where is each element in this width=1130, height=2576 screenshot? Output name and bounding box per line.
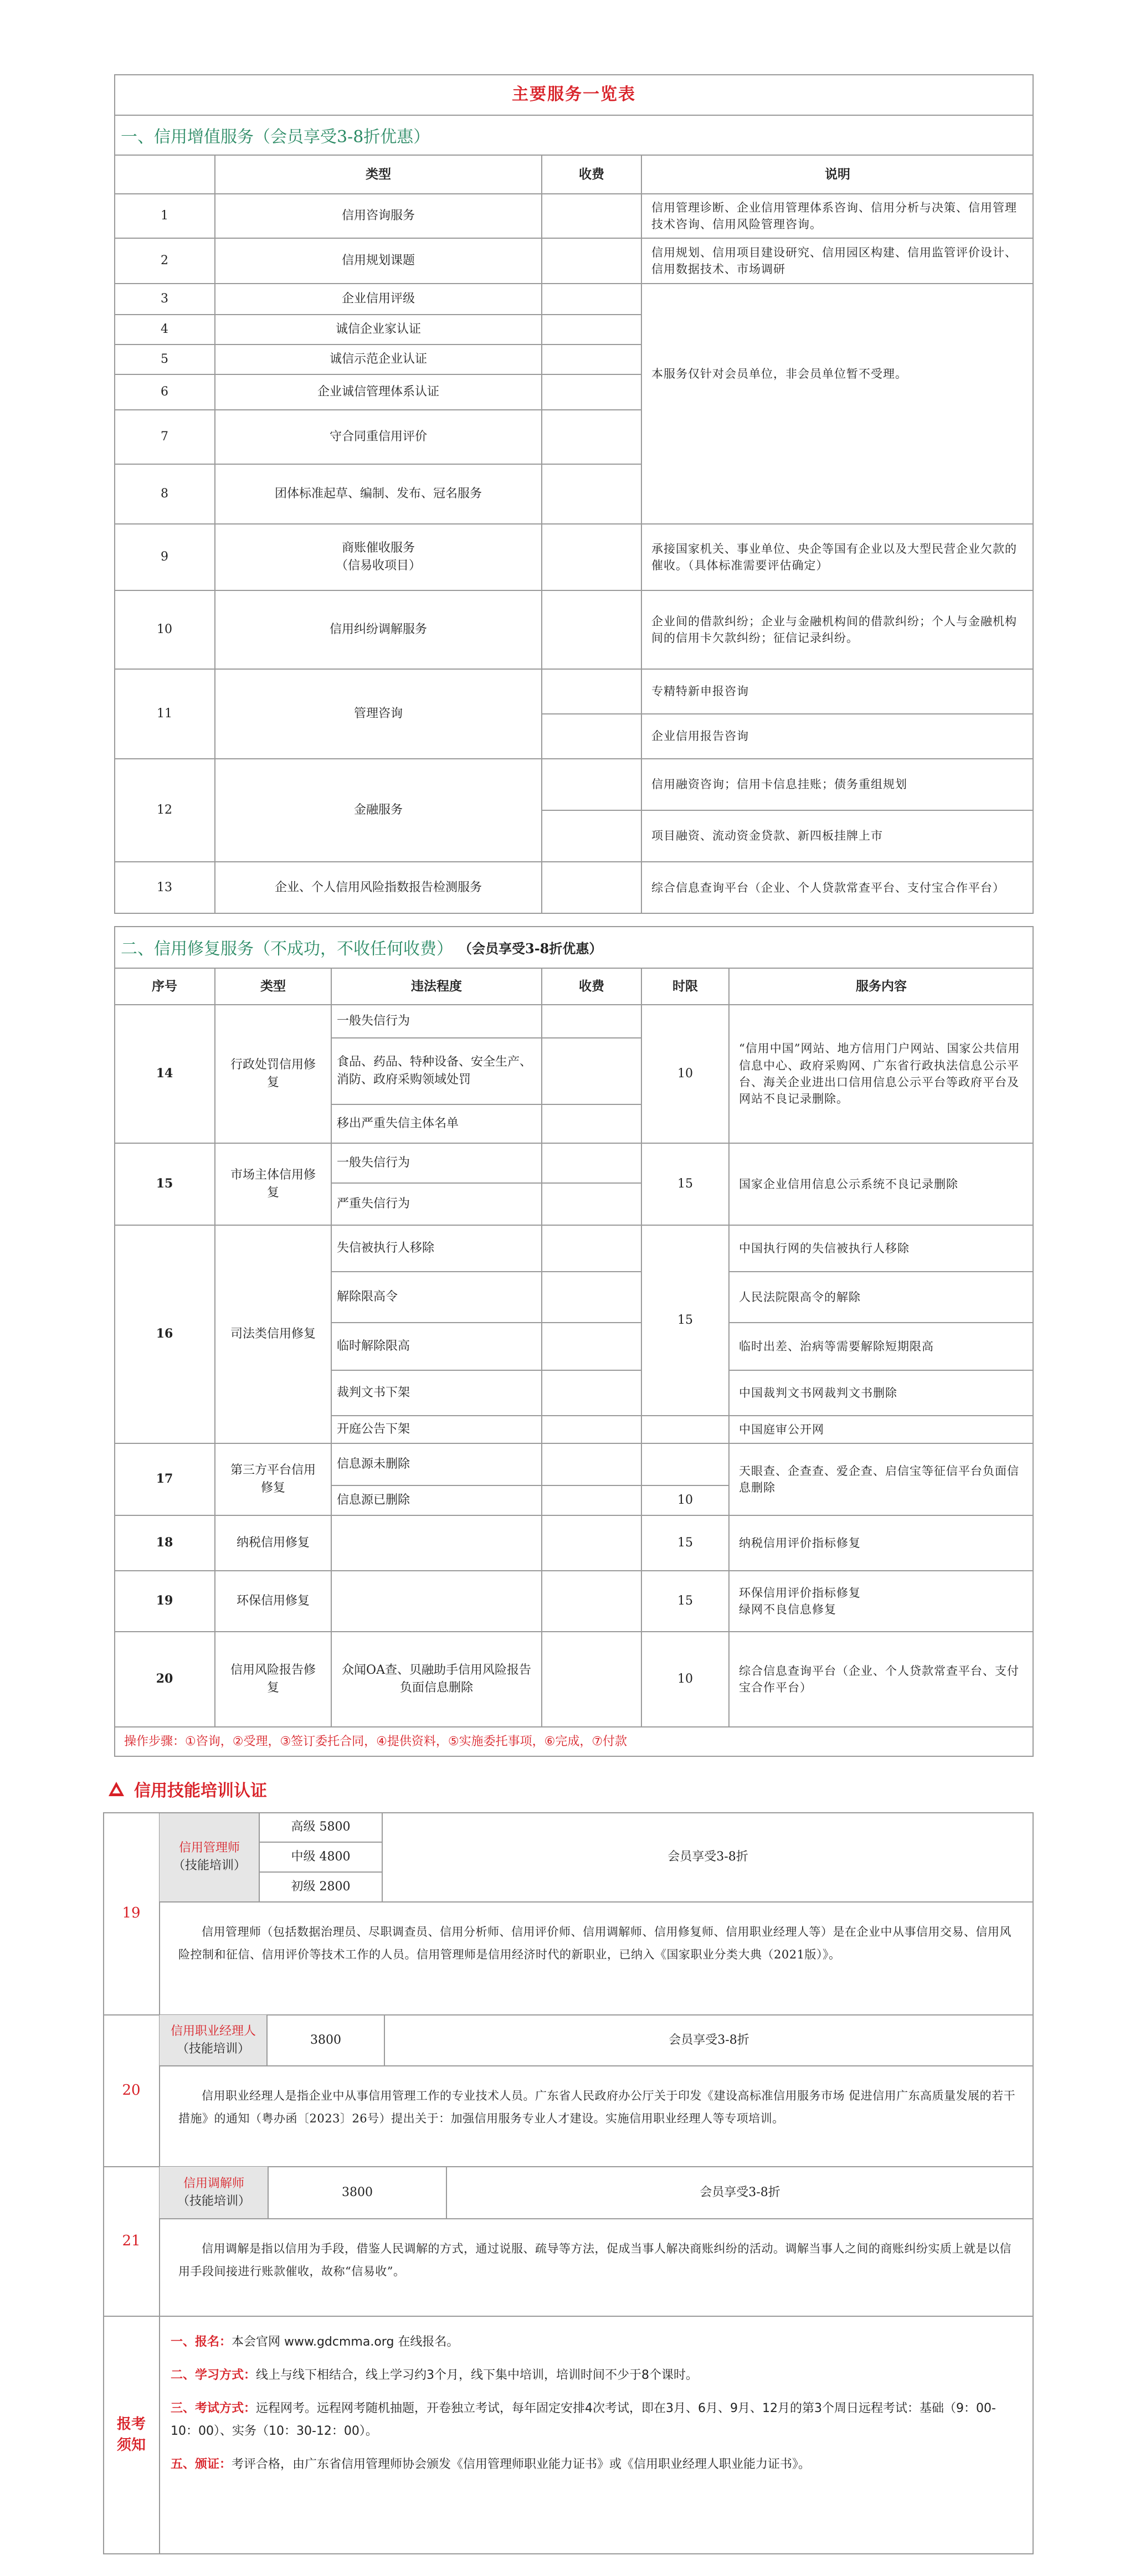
sec1-row-4-no: 4 [161,322,168,337]
sec1-row-13-desc: 综合信息查询平台（企业、个人贷款常查平台、支付宝合作平台） [651,881,1005,894]
c20-sub: （技能培训） [176,2042,250,2056]
sec1-row-3-type: 企业信用评级 [341,292,415,306]
sec2-row-16-content-4: 中国庭审公开网 [739,1422,824,1436]
notice-item-text: 本会官网 www.gdcmma.org 在线报名。 [232,2335,459,2349]
triangle-icon [109,1782,124,1796]
sec1-row-11-desc-b: 企业信用报告咨询 [651,729,749,743]
c19-discount: 会员享受3-8折 [667,1850,748,1864]
sec2-row-14-content-0: “信用中国”网站、地方信用门户网站、国家公共信用信息中心、政府采购网、广东省行政执法信息公示平台、海关企业进出口信用信息公示平台等政府平台及网站不良记录删除。 [739,1042,1020,1106]
c21-discount: 会员享受3-8折 [700,2186,780,2200]
sec3-heading [109,1772,607,1806]
sec2-row-20-no: 20 [156,1672,173,1687]
sec1-row-10-desc: 企业间的借款纠纷；企业与金融机构间的借款纠纷；个人与金融机构间的信用卡欠款纠纷；征信记录纠纷。 [651,614,1017,645]
sec2-row-17-no: 17 [156,1472,173,1487]
sec1-row-8-no: 8 [161,487,168,501]
sec2-title-note: （会员享受3-8折优惠） [459,940,603,957]
c20-price: 3800 [310,2033,341,2048]
sec2-header-1: 类型 [260,979,286,994]
sec1-row-6-no: 6 [161,385,168,399]
sec2-row-15-type: 市场主体信用修复 [230,1168,316,1200]
sec2-row-16-no: 16 [156,1326,173,1341]
sec2-row-16-content-0: 中国执行网的失信被执行人移除 [739,1241,910,1255]
sec2-header-3: 收费 [579,979,604,994]
notice-item-text: 考评合格，由广东省信用管理师协会颁发《信用管理师职业能力证书》或《信用职业经理人职业能力证书》。 [232,2457,811,2472]
sec2-header-5: 服务内容 [856,979,907,994]
sec2-row-19-limit-0: 15 [677,1594,693,1608]
sec1-type-line1: 商账催收服务 [341,541,415,556]
sec2-row-15-limit-0: 15 [677,1177,693,1191]
sec1-row-2-desc: 信用规划、信用项目建设研究、信用园区构建、信用监管评价设计、信用数据技术、市场调研 [651,245,1017,276]
sec1-row-13-no: 13 [157,881,172,895]
sec1-row-2-no: 2 [161,254,168,268]
notice-item-text: 线上与线下相结合，线上学习约3个月，线下集中培训，培训时间不少于8个课时。 [256,2368,698,2382]
sec2-row-18-type: 纳税信用修复 [236,1536,310,1550]
sec2-row-14-degree-2: 移出严重失信主体名单 [337,1117,459,1131]
c19-level-0: 高级 5800 [291,1820,351,1834]
sec2-row-15-content-0: 国家企业信用信息公示系统不良记录删除 [739,1177,958,1191]
sec1-row-8-type: 团体标准起草、编制、发布、冠名服务 [274,487,482,501]
service-table-frame [114,74,1034,914]
sec1-row-13-type: 企业、个人信用风险指数报告检测服务 [274,881,482,895]
notice-item-head: 五、颁证： [171,2457,232,2472]
c21-price: 3800 [342,2186,373,2200]
sec1-row-1-type: 信用咨询服务 [341,209,415,223]
sec2-header-4: 时限 [672,979,698,994]
c19-name: 信用管理师 [178,1841,240,1855]
sec2-row-15-degree-1: 严重失信行为 [337,1197,410,1211]
c19-sub: （技能培训） [172,1859,246,1873]
sec2-header-0: 序号 [152,979,177,994]
sec1-row-10-no: 10 [157,623,172,637]
sec2-row-14-limit-0: 10 [677,1067,693,1081]
sec1-row-3-no: 3 [161,292,168,306]
sec1-header-fee: 收费 [579,167,604,182]
c21-text: 信用调解是指以信用为手段，借鉴人民调解的方式，通过说服、疏导等方法，促成当事人解决商账纠纷的活动。调解当事人之间的商账纠纷实质上就是以信用手段间接进行账款催收，故称“信易收”。 [178,2242,1011,2278]
sec1-row-11-type: 管理咨询 [353,707,403,721]
sec1-row-9-desc: 承接国家机关、事业单位、央企等国有企业以及大型民营企业欠款的催收。（具体标准需要评估确定） [651,542,1017,572]
sec2-row-17-degree-1: 信息源已删除 [337,1493,410,1508]
c19-level-1: 中级 4800 [291,1850,351,1864]
training-frame [103,1812,1034,2554]
sec1-title: 一、信用增值服务（会员享受3-8折优惠） [121,127,430,147]
sec2-row-15-degree-0: 一般失信行为 [337,1156,410,1170]
sec1-row-6-type: 企业诚信管理体系认证 [317,385,439,399]
sec2-row-16-degree-2: 临时解除限高 [337,1339,410,1354]
main-title: 主要服务一览表 [512,85,636,105]
sec1-header-desc: 说明 [825,167,850,182]
sec1-row-7-no: 7 [161,430,168,444]
sec1-row-11-no: 11 [157,707,172,721]
c20-text: 信用职业经理人是指企业中从事信用管理工作的专业技术人员。广东省人民政府办公厅关于印发《建设高标准信用服务市场 促进信用广东高质量发展的若干措施》的通知（粤办函〔2023〕26号）提出关于：加强信用服务专业人才建设。实施信用职业经理人等专项培训。 [178,2089,1016,2125]
c21-sub: （技能培训） [177,2194,250,2208]
sec2-row-17-limit-1: 10 [677,1493,693,1508]
c19-text: 信用管理师（包括数据治理员、尽职调查员、信用分析师、信用评价师、信用调解师、信用修复师、信用职业经理人等）是在企业中从事信用交易、信用风险控制和征信、信用评价等技术工作的人员。信用管理师是信用经济时代的新职业，已纳入《国家职业分类大典（2021版）》。 [178,1925,1011,1961]
sec2-row-19-type: 环保信用修复 [236,1594,310,1608]
sec3-title: 信用技能培训认证 [134,1781,267,1801]
sec2-row-20-content-0: 综合信息查询平台（企业、个人贷款常查平台、支付宝合作平台） [739,1664,1019,1694]
sec1-row-1-no: 1 [161,209,168,223]
sec1-row-7-type: 守合同重信用评价 [329,430,427,444]
sec2-row-19-content-0: 环保信用评价指标修复 绿网不良信息修复 [739,1586,861,1616]
sec2-row-16-content-2: 临时出差、治病等需要解除短期限高 [739,1339,934,1353]
sec1-row-5-type: 诚信示范企业认证 [329,352,427,367]
notice-item-head: 二、学习方式： [171,2368,256,2382]
c19-level-2: 初级 2800 [291,1880,351,1894]
sec2-row-16-degree-3: 裁判文书下架 [337,1386,410,1400]
sec2-row-15-no: 15 [156,1176,173,1191]
sec1-row-1-desc: 信用管理诊断、企业信用管理体系咨询、信用分析与决策、信用管理技术咨询、信用风险管理咨询。 [651,200,1017,231]
sec1-row-10-type: 信用纠纷调解服务 [329,623,427,637]
sec2-row-19-no: 19 [156,1593,173,1608]
sec2-row-17-content-0: 天眼查、企查查、爱企查、启信宝等征信平台负面信息删除 [739,1464,1019,1494]
sec1-row-5-no: 5 [161,352,168,367]
sec2-row-17-type: 第三方平台信用修复 [230,1463,316,1495]
sec2-row-16-degree-1: 解除限高令 [337,1290,398,1304]
sec2-row-16-degree-0: 失信被执行人移除 [337,1241,435,1256]
sec1-row-2-type: 信用规划课题 [341,254,415,268]
sec2-row-16-content-1: 人民法院限高令的解除 [739,1290,861,1304]
sec2-row-16-degree-4: 开庭公告下架 [337,1422,410,1437]
sec2-header-2: 违法程度 [411,979,462,994]
sec2-row-16-content-3: 中国裁判文书网裁判文书删除 [739,1386,897,1400]
c19-no: 19 [122,1905,141,1922]
sec2-row-14-degree-0: 一般失信行为 [337,1014,410,1029]
notice-item-head: 一、报名： [171,2335,232,2349]
sec2-row-17-degree-0: 信息源未删除 [337,1457,410,1472]
sec2-row-20-limit-0: 10 [677,1672,693,1687]
sec1-row-11-desc-a: 专精特新申报咨询 [651,685,749,698]
operation-steps: 操作步骤：①咨询，②受理，③签订委托合同，④提供资料，⑤实施委托事项，⑥完成，⑦付款 [124,1735,628,1749]
sec1-row-9-no: 9 [161,550,168,564]
notice-item-head: 三、考试方式： [171,2401,256,2415]
sec2-row-14-no: 14 [156,1066,173,1081]
sec2-row-16-type: 司法类信用修复 [230,1327,316,1341]
sec1-row-12-desc-a: 信用融资咨询；信用卡信息挂账；债务重组规划 [651,778,907,791]
sec2-row-18-no: 18 [156,1535,173,1550]
notice-label-line1: 报考 [116,2416,146,2433]
sec2-row-16-limit-0: 15 [677,1313,693,1328]
notice-label-line2: 须知 [116,2437,146,2454]
repair-table-frame [114,926,1034,1757]
notice-item-text: 远程网考。远程网考随机抽题，开卷独立考试，每年固定安排4次考试，即在3月、6月、9月、12月的第3个周日远程考试：基础（9：00-10：00）、实务（10：30-12：00）。 [171,2401,996,2439]
c20-discount: 会员享受3-8折 [669,2033,749,2048]
c21-name: 信用调解师 [183,2177,244,2191]
c20-name: 信用职业经理人 [170,2024,256,2039]
sec1-row-4-type: 诚信企业家认证 [335,322,421,337]
sec2-row-20-type: 信用风险报告修复 [230,1663,316,1695]
sec1-type-line2: （信易收项目） [335,559,421,573]
sec2-row-20-degree-0: 众闻OA查、贝融助手信用风险报告负面信息删除 [342,1663,531,1695]
sec2-row-18-content-0: 纳税信用评价指标修复 [739,1536,861,1550]
sec2-row-18-limit-0: 15 [677,1536,693,1550]
sec1-header-type: 类型 [366,167,391,182]
c21-no: 21 [122,2233,141,2250]
sec1-merged-note: 本服务仅针对会员单位，非会员单位暂不受理。 [651,367,907,381]
sec2-row-14-degree-1: 食品、药品、特种设备、安全生产、消防、政府采购领域处罚 [337,1055,532,1087]
sec1-row-12-type: 金融服务 [353,803,403,817]
sec1-row-12-no: 12 [157,803,172,817]
sec2-row-14-type: 行政处罚信用修复 [230,1058,316,1089]
sec1-row-12-desc-b: 项目融资、流动资金贷款、新四板挂牌上市 [651,829,883,843]
sec2-title-main: 二、信用修复服务（不成功，不收任何收费） [121,939,453,959]
c20-no: 20 [122,2082,141,2099]
